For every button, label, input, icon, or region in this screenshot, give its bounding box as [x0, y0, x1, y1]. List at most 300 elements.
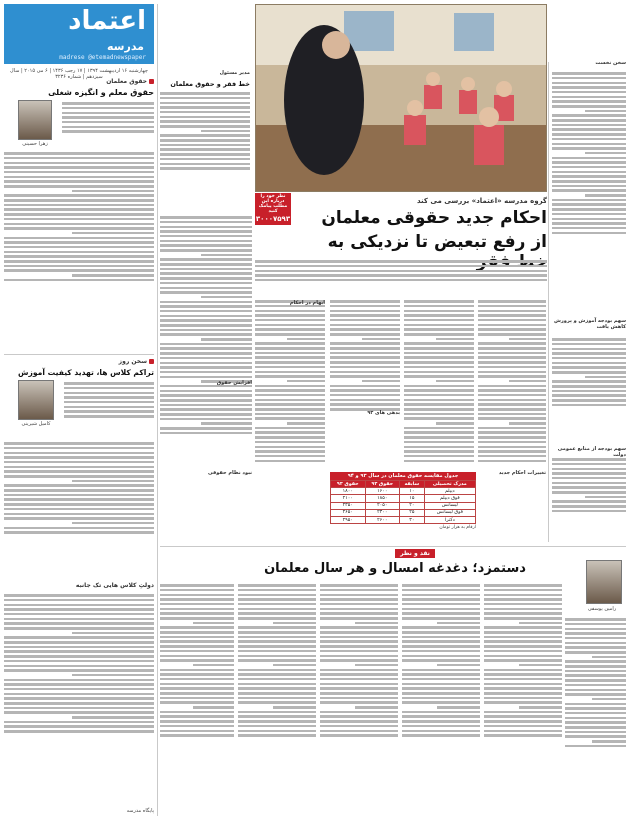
- opinion-author-photo: [586, 560, 622, 604]
- text-line: [478, 361, 546, 364]
- text-line: [478, 450, 546, 453]
- text-line: [330, 300, 400, 303]
- text-line: [4, 447, 154, 450]
- text-line: [320, 725, 398, 728]
- text-line: [402, 678, 480, 681]
- text-line: [4, 213, 154, 216]
- text-line: [402, 687, 480, 690]
- text-line: [160, 683, 234, 686]
- text-line: [4, 599, 154, 602]
- text-line: [160, 678, 234, 681]
- opinion-col3: [320, 582, 398, 816]
- text-line: [62, 130, 154, 133]
- text-line: [478, 455, 546, 458]
- text-line: [552, 510, 626, 513]
- text-line: [484, 659, 562, 662]
- text-line: [478, 352, 546, 355]
- text-line: [484, 734, 562, 737]
- text-line: [160, 673, 234, 676]
- table-cell: دیپلم: [424, 488, 475, 495]
- table-cell: ۲۶۰۰: [365, 516, 399, 523]
- text-line: [238, 626, 316, 629]
- text-line: [72, 232, 155, 235]
- text-line: [404, 300, 474, 303]
- opinion-tag: نقد و نظر: [395, 549, 435, 558]
- center-subhead-1: افزایش حقوق: [216, 380, 252, 386]
- text-line: [160, 144, 250, 147]
- table-cell: ۲۰: [400, 502, 425, 509]
- text-line: [402, 617, 480, 620]
- text-line: [436, 380, 475, 383]
- text-line: [519, 664, 562, 667]
- text-line: [160, 310, 252, 313]
- text-line: [72, 674, 155, 677]
- text-line: [4, 176, 154, 179]
- text-line: [4, 456, 154, 459]
- text-line: [193, 706, 234, 709]
- left-article2-kicker: سخن روز: [4, 358, 154, 365]
- main-body-col3: [255, 298, 325, 543]
- text-line: [273, 706, 316, 709]
- text-line: [201, 296, 252, 299]
- text-line: [484, 626, 562, 629]
- text-line: [320, 594, 398, 597]
- text-line: [484, 655, 562, 658]
- text-line: [255, 265, 547, 268]
- text-line: [255, 441, 325, 444]
- text-line: [72, 190, 155, 193]
- text-line: [160, 230, 252, 233]
- table-header: حقوق ۹۴: [331, 481, 366, 488]
- text-line: [160, 589, 234, 592]
- text-line: [552, 128, 626, 131]
- text-line: [160, 111, 250, 114]
- text-line: [404, 455, 474, 458]
- right-subhead-2: سهم بودجه از منابع عمومی دولت: [557, 446, 626, 458]
- text-line: [4, 527, 154, 530]
- text-line: [565, 618, 626, 621]
- text-line: [160, 163, 250, 166]
- text-line: [478, 324, 546, 327]
- text-line: [478, 403, 546, 406]
- table-row: [331, 488, 476, 495]
- text-line: [509, 338, 546, 341]
- text-line: [160, 427, 252, 430]
- text-line: [402, 626, 480, 629]
- right-subhead: سهم بودجه آموزش و پرورش کاهش یافت: [553, 318, 626, 330]
- text-line: [238, 687, 316, 690]
- text-line: [478, 413, 546, 416]
- text-line: [160, 282, 252, 285]
- text-line: [238, 584, 316, 587]
- text-line: [160, 97, 250, 100]
- text-line: [484, 584, 562, 587]
- text-line: [552, 147, 626, 150]
- center-body-b: [160, 214, 252, 544]
- text-line: [404, 328, 474, 331]
- text-line: [4, 475, 154, 478]
- text-line: [330, 366, 400, 369]
- text-line: [320, 626, 398, 629]
- main-kicker: گروه مدرسه «اعتماد» بررسی می کند: [417, 197, 547, 205]
- text-line: [552, 458, 626, 461]
- text-line: [565, 679, 626, 682]
- table-cell: ۲۱۰۰: [331, 495, 366, 502]
- text-line: [484, 645, 562, 648]
- text-line: [4, 702, 154, 705]
- text-line: [160, 125, 250, 128]
- text-line: [320, 715, 398, 718]
- text-line: [160, 324, 252, 327]
- text-line: [565, 628, 626, 631]
- left-article1-kicker: حقوق معلمان: [4, 78, 154, 85]
- text-line: [592, 698, 626, 701]
- text-line: [238, 697, 316, 700]
- text-line: [402, 598, 480, 601]
- text-line: [255, 279, 547, 282]
- text-line: [565, 660, 626, 663]
- text-line: [238, 594, 316, 597]
- text-line: [160, 301, 252, 304]
- text-line: [160, 626, 234, 629]
- text-line: [436, 422, 475, 425]
- text-line: [160, 390, 252, 393]
- text-line: [201, 422, 252, 425]
- text-line: [402, 692, 480, 695]
- text-line: [519, 622, 562, 625]
- table-cell: ۲۵: [400, 509, 425, 516]
- text-line: [478, 446, 546, 449]
- text-line: [160, 720, 234, 723]
- text-line: [436, 338, 475, 341]
- left-article1-body-b: [4, 150, 154, 350]
- text-line: [552, 500, 626, 503]
- main-lead: [255, 258, 547, 294]
- text-line: [484, 730, 562, 733]
- text-line: [330, 333, 400, 336]
- text-line: [4, 503, 154, 506]
- text-line: [160, 216, 252, 219]
- salary-table-wrapper: [330, 472, 476, 530]
- masthead: [4, 4, 154, 64]
- text-line: [404, 436, 474, 439]
- text-line: [320, 612, 398, 615]
- text-line: [484, 617, 562, 620]
- text-line: [238, 603, 316, 606]
- text-line: [4, 679, 154, 682]
- text-line: [160, 711, 234, 714]
- text-line: [160, 404, 252, 407]
- text-line: [4, 622, 154, 625]
- table-header: حقوق ۹۳: [365, 481, 399, 488]
- text-line: [320, 683, 398, 686]
- text-line: [484, 711, 562, 714]
- text-line: [484, 715, 562, 718]
- text-line: [552, 486, 626, 489]
- text-line: [552, 218, 626, 221]
- text-line: [4, 693, 154, 696]
- text-line: [552, 357, 626, 360]
- main-headline-line1: احکام جدید حقوقی معلمان: [321, 208, 547, 228]
- text-line: [552, 482, 626, 485]
- text-line: [404, 356, 474, 359]
- text-line: [255, 455, 325, 458]
- text-line: [552, 222, 626, 225]
- text-line: [437, 706, 480, 709]
- text-line: [160, 352, 252, 355]
- text-line: [552, 343, 626, 346]
- text-line: [4, 669, 154, 672]
- text-line: [255, 408, 325, 411]
- table-header: مدرک تحصیلی: [424, 481, 475, 488]
- text-line: [4, 223, 154, 226]
- table-footnote: ارقام به هزار تومان: [439, 525, 476, 531]
- text-line: [404, 441, 474, 444]
- text-line: [4, 246, 154, 249]
- text-line: [402, 683, 480, 686]
- text-line: [160, 413, 252, 416]
- text-line: [4, 730, 154, 733]
- text-line: [552, 362, 626, 365]
- text-line: [402, 603, 480, 606]
- text-line: [160, 221, 252, 224]
- text-line: [238, 650, 316, 653]
- text-line: [64, 396, 154, 399]
- table-cell: ۱۸۰۰: [331, 488, 366, 495]
- text-line: [255, 260, 547, 263]
- text-line: [255, 324, 325, 327]
- text-line: [484, 678, 562, 681]
- text-line: [160, 329, 252, 332]
- text-line: [62, 112, 154, 115]
- text-line: [62, 107, 154, 110]
- text-line: [484, 701, 562, 704]
- text-line: [552, 189, 626, 192]
- text-line: [72, 716, 155, 719]
- text-line: [402, 659, 480, 662]
- text-line: [552, 77, 626, 80]
- text-line: [355, 664, 398, 667]
- text-line: [330, 342, 400, 345]
- text-line: [160, 603, 234, 606]
- left-article1-body-a: [62, 100, 154, 150]
- text-line: [4, 697, 154, 700]
- text-line: [552, 91, 626, 94]
- text-line: [330, 319, 400, 322]
- text-line: [238, 734, 316, 737]
- text-line: [565, 731, 626, 734]
- text-line: [320, 711, 398, 714]
- text-line: [255, 399, 325, 402]
- text-line: [255, 319, 325, 322]
- text-line: [4, 265, 154, 268]
- text-line: [287, 422, 326, 425]
- text-line: [160, 612, 234, 615]
- text-line: [320, 645, 398, 648]
- text-line: [552, 399, 626, 402]
- text-line: [320, 692, 398, 695]
- center-body-a: [160, 90, 250, 210]
- text-line: [552, 96, 626, 99]
- text-line: [330, 361, 400, 364]
- table-caption: جدول مقایسه حقوق معلمان در سال ۹۳ و ۹۴: [330, 472, 476, 480]
- text-line: [484, 697, 562, 700]
- text-line: [160, 399, 252, 402]
- text-line: [478, 460, 546, 463]
- text-line: [4, 241, 154, 244]
- table-cell: ۲۹۵۰: [331, 516, 366, 523]
- text-line: [478, 305, 546, 308]
- text-line: [4, 157, 154, 160]
- text-line: [478, 356, 546, 359]
- text-line: [255, 333, 325, 336]
- text-line: [4, 279, 154, 282]
- text-line: [4, 604, 154, 607]
- text-line: [4, 470, 154, 473]
- text-line: [4, 180, 154, 183]
- opinion-col5: [565, 616, 626, 816]
- subhead-debts: بدهی های ۹۳: [367, 410, 400, 416]
- text-line: [320, 650, 398, 653]
- text-line: [160, 598, 234, 601]
- divider: [4, 354, 154, 355]
- text-line: [404, 385, 474, 388]
- table-row: [331, 495, 476, 502]
- text-line: [4, 152, 154, 155]
- text-line: [160, 240, 252, 243]
- text-line: [552, 86, 626, 89]
- text-line: [552, 348, 626, 351]
- text-line: [238, 692, 316, 695]
- left-article3-title: دولتِ کلاس هایی تک جانبه: [75, 582, 154, 589]
- text-line: [478, 385, 546, 388]
- text-line: [404, 310, 474, 313]
- text-line: [160, 734, 234, 737]
- classroom-photo-illustration: [255, 5, 546, 192]
- text-line: [287, 338, 326, 341]
- text-line: [160, 106, 250, 109]
- text-line: [552, 138, 626, 141]
- text-line: [552, 171, 626, 174]
- table-cell: لیسانس: [424, 502, 475, 509]
- text-line: [160, 697, 234, 700]
- text-line: [160, 343, 252, 346]
- text-line: [330, 328, 400, 331]
- text-line: [330, 399, 400, 402]
- text-line: [552, 227, 626, 230]
- text-line: [478, 347, 546, 350]
- left-article3-body: [4, 592, 154, 804]
- table-cell: ۱۵: [400, 495, 425, 502]
- text-line: [4, 531, 154, 534]
- text-line: [320, 701, 398, 704]
- text-line: [565, 707, 626, 710]
- text-line: [160, 640, 234, 643]
- text-line: [320, 617, 398, 620]
- right-body-b: [552, 336, 626, 446]
- right-kicker: سخن نخست: [595, 60, 626, 66]
- text-line: [160, 631, 234, 634]
- text-line: [552, 175, 626, 178]
- text-line: [320, 603, 398, 606]
- text-line: [484, 608, 562, 611]
- text-line: [238, 617, 316, 620]
- center-subhead-3: ابهام در احکام: [289, 300, 325, 306]
- text-line: [402, 589, 480, 592]
- text-line: [330, 310, 400, 313]
- text-line: [402, 650, 480, 653]
- text-line: [160, 659, 234, 662]
- text-line: [160, 347, 252, 350]
- text-line: [478, 300, 546, 303]
- text-line: [238, 711, 316, 714]
- text-line: [4, 721, 154, 724]
- text-line: [552, 180, 626, 183]
- text-line: [64, 392, 154, 395]
- text-line: [478, 319, 546, 322]
- text-line: [238, 631, 316, 634]
- text-line: [160, 244, 252, 247]
- main-body-col2: [330, 298, 400, 468]
- text-line: [4, 646, 154, 649]
- text-line: [4, 688, 154, 691]
- bullet-icon: [149, 359, 154, 364]
- text-line: [4, 665, 154, 668]
- text-line: [238, 655, 316, 658]
- text-line: [62, 116, 154, 119]
- text-line: [160, 258, 252, 261]
- text-line: [402, 730, 480, 733]
- text-line: [160, 319, 252, 322]
- text-line: [255, 314, 325, 317]
- text-line: [160, 153, 250, 156]
- text-line: [238, 612, 316, 615]
- text-line: [238, 645, 316, 648]
- text-line: [160, 102, 250, 105]
- text-line: [552, 463, 626, 466]
- main-body-col0: [478, 298, 546, 543]
- text-line: [565, 674, 626, 677]
- text-line: [160, 134, 250, 137]
- text-line: [552, 213, 626, 216]
- right-body-a: [552, 70, 626, 320]
- text-line: [238, 669, 316, 672]
- table-header-row: [331, 481, 476, 488]
- text-line: [255, 270, 547, 273]
- text-line: [552, 100, 626, 103]
- text-line: [519, 706, 562, 709]
- text-line: [160, 376, 252, 379]
- text-line: [255, 361, 325, 364]
- text-line: [484, 603, 562, 606]
- text-line: [592, 740, 626, 743]
- dateline: چهارشنبه ۱۶ اردیبهشت ۱۳۹۴ | ۱۷ رجب ۱۴۳۶ | ۶ می ۲۰۱۵ | سال سیزدهم | شماره ۳۲۳۶: [10, 68, 148, 80]
- text-line: [320, 720, 398, 723]
- text-line: [4, 251, 154, 254]
- text-line: [478, 408, 546, 411]
- text-line: [255, 450, 325, 453]
- text-line: [565, 637, 626, 640]
- text-line: [62, 121, 154, 124]
- text-line: [160, 362, 252, 365]
- text-line: [4, 260, 154, 263]
- text-line: [160, 315, 252, 318]
- column-divider: [548, 62, 549, 542]
- text-line: [72, 480, 155, 483]
- text-line: [402, 725, 480, 728]
- text-line: [404, 431, 474, 434]
- text-line: [404, 375, 474, 378]
